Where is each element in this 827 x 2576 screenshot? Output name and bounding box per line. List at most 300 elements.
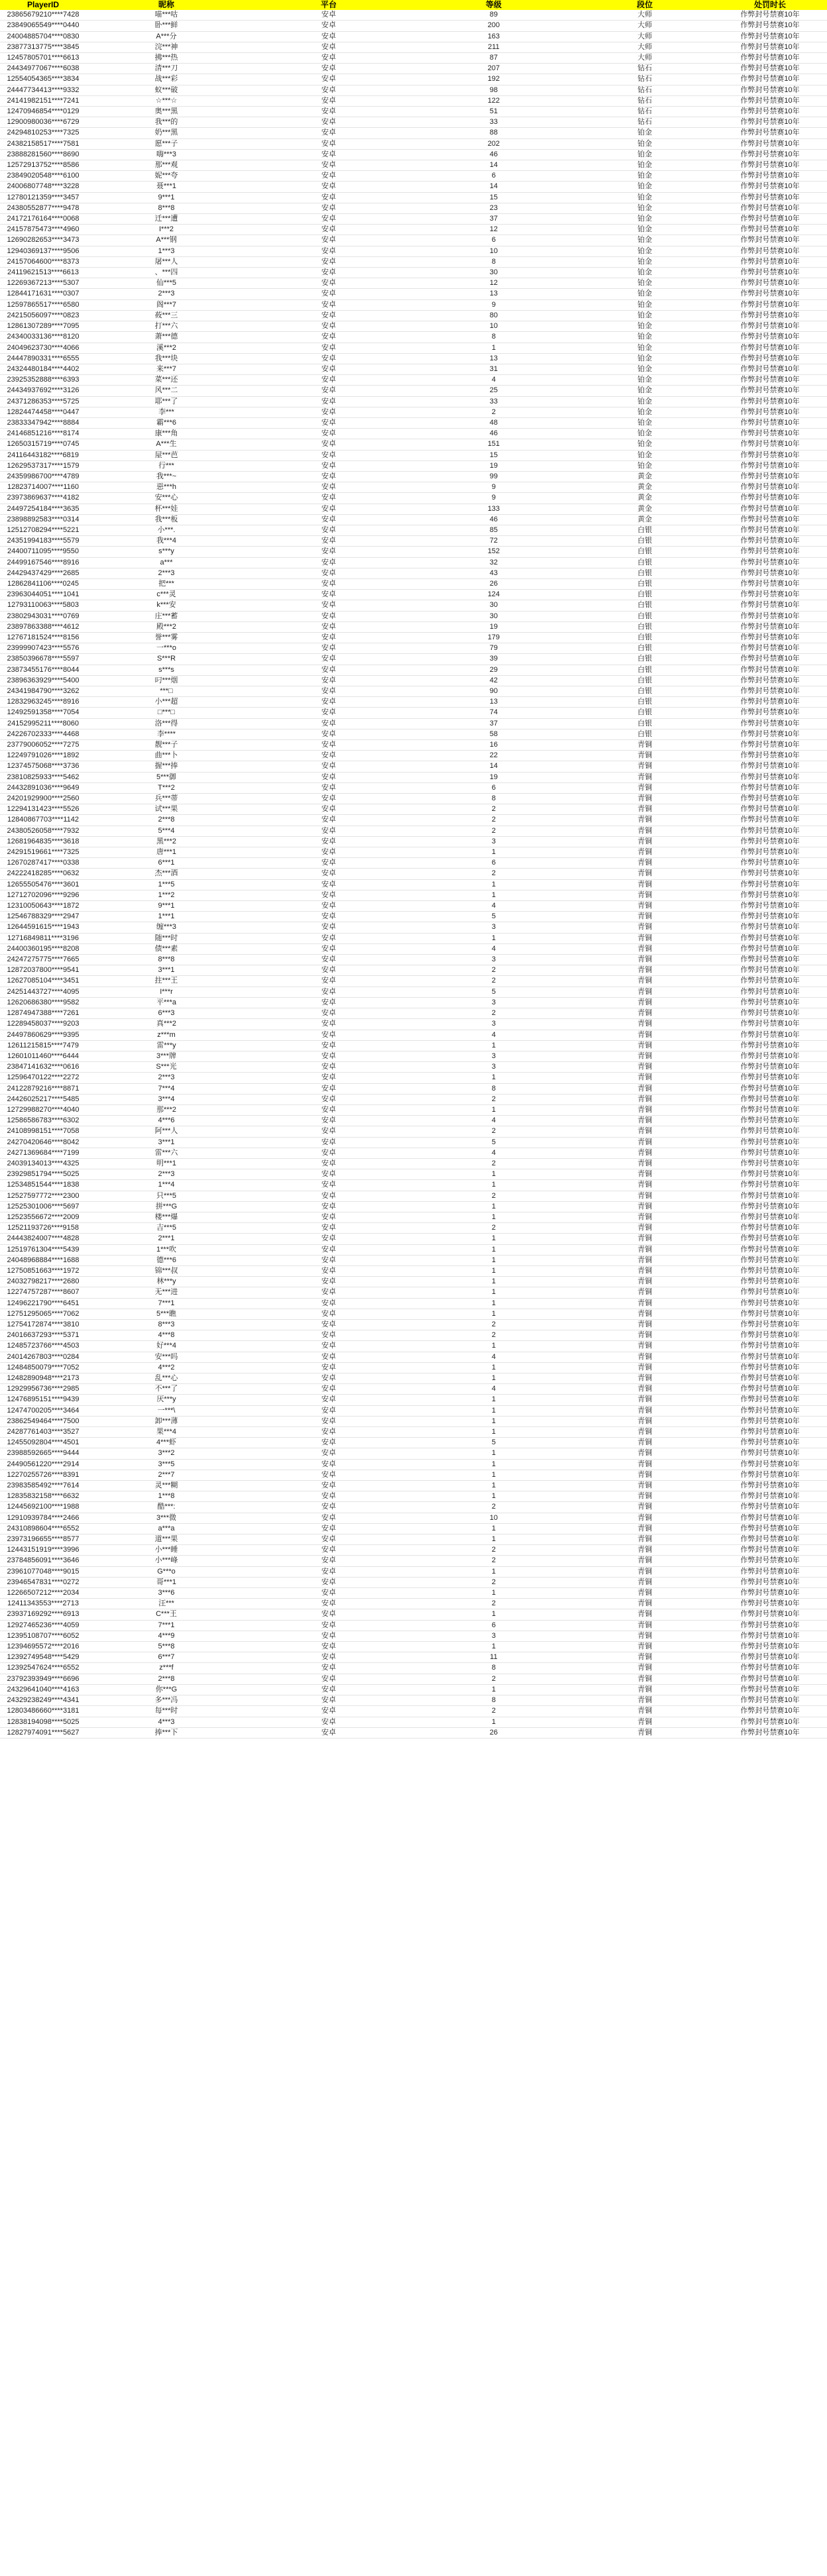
level-cell: 4 — [411, 1116, 577, 1126]
table-row — [0, 482, 827, 493]
nickname-cell: 7***1 — [86, 1620, 247, 1631]
rank-cell: 黄金 — [577, 514, 713, 525]
rank-cell: 青铜 — [577, 1104, 713, 1115]
penalty-cell: 作弊封号禁赛10年 — [713, 321, 827, 332]
table-row — [0, 1137, 827, 1148]
penalty-cell: 作弊封号禁赛10年 — [713, 547, 827, 557]
nickname-cell: 安***心 — [86, 493, 247, 504]
player-id-cell: 12611215815****7479 — [0, 1040, 86, 1051]
rank-cell: 白银 — [577, 729, 713, 739]
player-id-cell: 23849065549****0440 — [0, 21, 86, 31]
level-cell: 13 — [411, 289, 577, 299]
level-cell: 1 — [411, 1180, 577, 1191]
level-cell: 98 — [411, 85, 577, 95]
table-row — [0, 890, 827, 900]
platform-cell: 安卓 — [247, 1104, 411, 1115]
nickname-cell: 随***时 — [86, 933, 247, 943]
player-id-cell: 24351994183****5579 — [0, 536, 86, 547]
rank-cell: 青铜 — [577, 965, 713, 976]
player-id-cell: 24291519661****7325 — [0, 847, 86, 858]
rank-cell: 青铜 — [577, 933, 713, 943]
nickname-cell: 惡***h — [86, 482, 247, 493]
table-row — [0, 1695, 827, 1706]
rank-cell: 青铜 — [577, 858, 713, 869]
table-row — [0, 1652, 827, 1663]
platform-cell: 安卓 — [247, 214, 411, 225]
rank-cell: 青铜 — [577, 1405, 713, 1416]
player-id-cell: 23888281560****8690 — [0, 149, 86, 160]
platform-cell: 安卓 — [247, 1212, 411, 1222]
player-id-cell: 24497860629****9395 — [0, 1030, 86, 1040]
penalty-cell: 作弊封号禁赛10年 — [713, 1609, 827, 1620]
rank-cell: 青铜 — [577, 1341, 713, 1352]
table-row — [0, 1642, 827, 1652]
penalty-cell: 作弊封号禁赛10年 — [713, 1513, 827, 1523]
nickname-cell: 3***1 — [86, 1137, 247, 1148]
rank-cell: 青铜 — [577, 740, 713, 751]
nickname-cell: 那***观 — [86, 160, 247, 171]
table-row — [0, 675, 827, 686]
player-id-cell: 12601011460****6444 — [0, 1051, 86, 1061]
player-id-cell: 24222418285****0632 — [0, 869, 86, 879]
penalty-cell: 作弊封号禁赛10年 — [713, 815, 827, 826]
platform-cell: 安卓 — [247, 600, 411, 611]
level-cell: 122 — [411, 95, 577, 106]
platform-cell: 安卓 — [247, 708, 411, 718]
player-id-cell: 12310050643****1872 — [0, 901, 86, 912]
rank-cell: 青铜 — [577, 1083, 713, 1094]
player-id-cell: 23850396678****5597 — [0, 654, 86, 665]
nickname-cell: 喵***咕 — [86, 10, 247, 21]
player-id-cell: 12827974091****5627 — [0, 1727, 86, 1738]
rank-cell: 青铜 — [577, 1191, 713, 1201]
platform-cell: 安卓 — [247, 1180, 411, 1191]
player-id-cell: 24172176164****0068 — [0, 214, 86, 225]
penalty-cell: 作弊封号禁赛10年 — [713, 1384, 827, 1395]
player-id-cell: 12900980036****6729 — [0, 117, 86, 128]
rank-cell: 铂金 — [577, 353, 713, 364]
table-row — [0, 364, 827, 374]
rank-cell: 白银 — [577, 708, 713, 718]
level-cell: 1 — [411, 1642, 577, 1652]
nickname-cell: 1***1 — [86, 912, 247, 922]
table-row — [0, 1416, 827, 1426]
player-id-cell: 24146851216****8174 — [0, 429, 86, 439]
table-row — [0, 987, 827, 997]
table-row — [0, 1019, 827, 1030]
table-row — [0, 1104, 827, 1115]
player-id-cell: 12443151919****3996 — [0, 1545, 86, 1556]
platform-cell: 安卓 — [247, 1073, 411, 1083]
player-id-cell: 23779006052****7275 — [0, 740, 86, 751]
player-id-cell: 23849020548****6100 — [0, 171, 86, 182]
table-row — [0, 686, 827, 697]
player-id-cell: 12274757287****8607 — [0, 1287, 86, 1298]
player-id-cell: 24251443727****4095 — [0, 987, 86, 997]
table-row — [0, 31, 827, 42]
table-row — [0, 225, 827, 235]
penalty-cell: 作弊封号禁赛10年 — [713, 847, 827, 858]
nickname-cell: S***R — [86, 654, 247, 665]
table-row — [0, 1727, 827, 1738]
table-row — [0, 1523, 827, 1534]
rank-cell: 青铜 — [577, 1126, 713, 1137]
level-cell: 5 — [411, 987, 577, 997]
platform-cell: 安卓 — [247, 665, 411, 675]
platform-cell: 安卓 — [247, 557, 411, 568]
penalty-cell: 作弊封号禁赛10年 — [713, 632, 827, 643]
nickname-cell: 6***1 — [86, 858, 247, 869]
level-cell: 46 — [411, 149, 577, 160]
table-row — [0, 246, 827, 256]
player-id-cell: 12523556672****2009 — [0, 1212, 86, 1222]
table-row — [0, 782, 827, 793]
level-cell: 1 — [411, 1405, 577, 1416]
platform-cell: 安卓 — [247, 246, 411, 256]
player-id-cell: 24400360195****8208 — [0, 943, 86, 954]
table-row — [0, 912, 827, 922]
penalty-cell: 作弊封号禁赛10年 — [713, 1234, 827, 1244]
table-row — [0, 1545, 827, 1556]
penalty-cell: 作弊封号禁赛10年 — [713, 621, 827, 632]
platform-cell: 安卓 — [247, 1223, 411, 1234]
level-cell: 133 — [411, 504, 577, 514]
nickname-cell: 卧***鲜 — [86, 21, 247, 31]
player-id-cell: 23973869637****4182 — [0, 493, 86, 504]
nickname-cell: 洛***得 — [86, 718, 247, 729]
rank-cell: 白银 — [577, 600, 713, 611]
player-id-cell: 12620686380****9582 — [0, 997, 86, 1008]
table-row — [0, 1319, 827, 1330]
rank-cell: 白银 — [577, 557, 713, 568]
rank-cell: 铂金 — [577, 364, 713, 374]
table-row — [0, 1706, 827, 1717]
platform-cell: 安卓 — [247, 299, 411, 310]
rank-cell: 青铜 — [577, 1577, 713, 1587]
rank-cell: 铂金 — [577, 149, 713, 160]
table-row — [0, 21, 827, 31]
player-id-cell: 12512708294****5221 — [0, 525, 86, 535]
platform-cell: 安卓 — [247, 1201, 411, 1212]
table-row — [0, 128, 827, 138]
rank-cell: 铂金 — [577, 192, 713, 203]
table-row — [0, 256, 827, 267]
level-cell: 8 — [411, 1083, 577, 1094]
nickname-cell: 小***超 — [86, 697, 247, 708]
rank-cell: 青铜 — [577, 1448, 713, 1459]
rank-cell: 青铜 — [577, 1620, 713, 1631]
level-cell: 1 — [411, 1448, 577, 1459]
penalty-cell: 作弊封号禁赛10年 — [713, 686, 827, 697]
nickname-cell: 屋***芭 — [86, 450, 247, 460]
player-id-cell: 12629537317****1579 — [0, 460, 86, 471]
penalty-cell: 作弊封号禁赛10年 — [713, 1191, 827, 1201]
player-id-cell: 24014267803****0284 — [0, 1352, 86, 1362]
player-id-cell: 23847141632****0616 — [0, 1062, 86, 1073]
platform-cell: 安卓 — [247, 493, 411, 504]
level-cell: 10 — [411, 321, 577, 332]
nickname-cell: 靓***子 — [86, 740, 247, 751]
player-id-cell: 24340033136****8120 — [0, 332, 86, 343]
level-cell: 14 — [411, 761, 577, 772]
nickname-cell: 奥***黑 — [86, 107, 247, 117]
player-id-cell: 24324480184****4402 — [0, 364, 86, 374]
player-id-cell: 23862549464****7500 — [0, 1416, 86, 1426]
table-row — [0, 85, 827, 95]
level-cell: 85 — [411, 525, 577, 535]
platform-cell: 安卓 — [247, 310, 411, 321]
level-cell: 1 — [411, 1609, 577, 1620]
player-id-cell: 24157875473****4960 — [0, 225, 86, 235]
player-id-cell: 12927465236****4059 — [0, 1620, 86, 1631]
penalty-cell: 作弊封号禁赛10年 — [713, 429, 827, 439]
player-id-cell: 12780121359****3457 — [0, 192, 86, 203]
penalty-cell: 作弊封号禁赛10年 — [713, 697, 827, 708]
penalty-cell: 作弊封号禁赛10年 — [713, 1491, 827, 1502]
nickname-cell: S***光 — [86, 1062, 247, 1073]
nickname-cell: 黑***2 — [86, 836, 247, 847]
platform-cell: 安卓 — [247, 396, 411, 407]
level-cell: 89 — [411, 10, 577, 21]
rank-cell: 青铜 — [577, 890, 713, 900]
penalty-cell: 作弊封号禁赛10年 — [713, 1158, 827, 1169]
player-id-cell: 24287761403****3527 — [0, 1427, 86, 1438]
penalty-cell: 作弊封号禁赛10年 — [713, 160, 827, 171]
platform-cell: 安卓 — [247, 943, 411, 954]
player-id-cell: 23792393949****6696 — [0, 1674, 86, 1684]
player-id-cell: 23946547831****0272 — [0, 1577, 86, 1587]
platform-cell: 安卓 — [247, 1319, 411, 1330]
rank-cell: 青铜 — [577, 1481, 713, 1491]
table-row — [0, 729, 827, 739]
platform-cell: 安卓 — [247, 171, 411, 182]
nickname-cell: 、***四 — [86, 268, 247, 278]
penalty-cell: 作弊封号禁赛10年 — [713, 1201, 827, 1212]
player-id-cell: 24108998151****7058 — [0, 1126, 86, 1137]
player-id-cell: 24429437429****2685 — [0, 568, 86, 578]
platform-cell: 安卓 — [247, 1255, 411, 1265]
penalty-cell: 作弊封号禁赛10年 — [713, 922, 827, 933]
penalty-cell: 作弊封号禁赛10年 — [713, 278, 827, 289]
nickname-cell: 蚁***破 — [86, 85, 247, 95]
penalty-cell: 作弊封号禁赛10年 — [713, 460, 827, 471]
player-id-cell: 12249791026****1892 — [0, 751, 86, 761]
penalty-cell: 作弊封号禁赛10年 — [713, 1287, 827, 1298]
rank-cell: 青铜 — [577, 1717, 713, 1727]
player-id-cell: 12476895151****9439 — [0, 1395, 86, 1405]
player-id-cell: 24382158517****7581 — [0, 138, 86, 149]
nickname-cell: 7***1 — [86, 1298, 247, 1309]
table-row — [0, 353, 827, 364]
player-id-cell: 12266507212****2034 — [0, 1588, 86, 1599]
platform-cell: 安卓 — [247, 815, 411, 826]
rank-cell: 青铜 — [577, 1212, 713, 1222]
level-cell: 2 — [411, 1319, 577, 1330]
player-id-cell: 12803486660****3181 — [0, 1706, 86, 1717]
penalty-cell: 作弊封号禁赛10年 — [713, 1116, 827, 1126]
platform-cell: 安卓 — [247, 482, 411, 493]
level-cell: 74 — [411, 708, 577, 718]
table-row — [0, 643, 827, 654]
table-row — [0, 1255, 827, 1265]
level-cell: 3 — [411, 1631, 577, 1641]
nickname-cell: 嗨***3 — [86, 149, 247, 160]
platform-cell: 安卓 — [247, 890, 411, 900]
nickname-cell: 小***. — [86, 525, 247, 535]
player-id-cell: 24490561220****2914 — [0, 1459, 86, 1470]
nickname-cell: 拄***王 — [86, 976, 247, 987]
penalty-cell: 作弊封号禁赛10年 — [713, 1180, 827, 1191]
player-id-cell: 24434977067****6038 — [0, 64, 86, 74]
player-id-cell: 12474700205****3464 — [0, 1405, 86, 1416]
player-id-cell: 24157064600****8373 — [0, 256, 86, 267]
rank-cell: 白银 — [577, 643, 713, 654]
penalty-cell: 作弊封号禁赛10年 — [713, 214, 827, 225]
level-cell: 37 — [411, 718, 577, 729]
penalty-cell: 作弊封号禁赛10年 — [713, 1309, 827, 1319]
rank-cell: 铂金 — [577, 160, 713, 171]
nickname-cell: 小***峰 — [86, 1556, 247, 1566]
platform-cell: 安卓 — [247, 590, 411, 600]
rank-cell: 青铜 — [577, 782, 713, 793]
platform-cell: 安卓 — [247, 611, 411, 621]
nickname-cell: ☆***☆ — [86, 95, 247, 106]
table-row — [0, 632, 827, 643]
penalty-cell: 作弊封号禁赛10年 — [713, 225, 827, 235]
nickname-cell: 庄***蓄 — [86, 611, 247, 621]
level-cell: 6 — [411, 171, 577, 182]
nickname-cell: 1***5 — [86, 879, 247, 890]
nickname-cell: 阿***人 — [86, 1126, 247, 1137]
platform-cell: 安卓 — [247, 128, 411, 138]
nickname-cell: T***2 — [86, 782, 247, 793]
penalty-cell: 作弊封号禁赛10年 — [713, 568, 827, 578]
rank-cell: 青铜 — [577, 1277, 713, 1287]
nickname-cell: 耶***了 — [86, 396, 247, 407]
platform-cell: 安卓 — [247, 10, 411, 21]
nickname-cell: 风***二 — [86, 386, 247, 396]
nickname-cell: 萧***德 — [86, 332, 247, 343]
level-cell: 48 — [411, 417, 577, 428]
penalty-cell: 作弊封号禁赛10年 — [713, 256, 827, 267]
penalty-cell: 作弊封号禁赛10年 — [713, 1330, 827, 1341]
penalty-cell: 作弊封号禁赛10年 — [713, 718, 827, 729]
platform-cell: 安卓 — [247, 697, 411, 708]
nickname-cell: 霸***6 — [86, 417, 247, 428]
platform-cell: 安卓 — [247, 450, 411, 460]
level-cell: 29 — [411, 665, 577, 675]
table-row — [0, 460, 827, 471]
rank-cell: 青铜 — [577, 815, 713, 826]
penalty-cell: 作弊封号禁赛10年 — [713, 95, 827, 106]
rank-cell: 铂金 — [577, 268, 713, 278]
nickname-cell: 捧***下 — [86, 1727, 247, 1738]
level-cell: 4 — [411, 1148, 577, 1158]
platform-cell: 安卓 — [247, 1566, 411, 1577]
rank-cell: 青铜 — [577, 869, 713, 879]
player-id-cell: 23810825933****5462 — [0, 772, 86, 782]
penalty-cell: 作弊封号禁赛10年 — [713, 1223, 827, 1234]
rank-cell: 青铜 — [577, 751, 713, 761]
penalty-cell: 作弊封号禁赛10年 — [713, 203, 827, 213]
table-row — [0, 1191, 827, 1201]
nickname-cell: 卸***薄 — [86, 1416, 247, 1426]
level-cell: 25 — [411, 386, 577, 396]
platform-cell: 安卓 — [247, 1684, 411, 1695]
platform-cell: 安卓 — [247, 1362, 411, 1373]
rank-cell: 青铜 — [577, 1352, 713, 1362]
rank-cell: 青铜 — [577, 1244, 713, 1255]
penalty-cell: 作弊封号禁赛10年 — [713, 1126, 827, 1137]
penalty-cell: 作弊封号禁赛10年 — [713, 268, 827, 278]
nickname-cell: 李*** — [86, 407, 247, 417]
nickname-cell: 1***3 — [86, 246, 247, 256]
penalty-cell: 作弊封号禁赛10年 — [713, 42, 827, 52]
penalty-cell: 作弊封号禁赛10年 — [713, 192, 827, 203]
player-id-cell: 12835832158****6632 — [0, 1491, 86, 1502]
level-cell: 9 — [411, 299, 577, 310]
rank-cell: 青铜 — [577, 1223, 713, 1234]
table-row — [0, 1663, 827, 1674]
level-cell: 1 — [411, 1265, 577, 1276]
platform-cell: 安卓 — [247, 504, 411, 514]
nickname-cell: 我***的 — [86, 117, 247, 128]
player-id-cell: 12392547624****6552 — [0, 1663, 86, 1674]
nickname-cell: 酷***: — [86, 1502, 247, 1513]
player-id-cell: 24380552877****9478 — [0, 203, 86, 213]
table-row — [0, 310, 827, 321]
rank-cell: 白银 — [577, 536, 713, 547]
level-cell: 1 — [411, 1717, 577, 1727]
player-id-cell: 23865679210****7428 — [0, 10, 86, 21]
level-cell: 6 — [411, 1620, 577, 1631]
level-cell: 1 — [411, 1459, 577, 1470]
penalty-cell: 作弊封号禁赛10年 — [713, 138, 827, 149]
table-row — [0, 943, 827, 954]
table-row — [0, 1609, 827, 1620]
nickname-cell: 安***吗 — [86, 1352, 247, 1362]
platform-cell: 安卓 — [247, 1727, 411, 1738]
rank-cell: 白银 — [577, 718, 713, 729]
level-cell: 30 — [411, 611, 577, 621]
level-cell: 4 — [411, 1384, 577, 1395]
level-cell: 19 — [411, 621, 577, 632]
penalty-cell: 作弊封号禁赛10年 — [713, 1566, 827, 1577]
player-id-cell: 12712702096****9296 — [0, 890, 86, 900]
penalty-cell: 作弊封号禁赛10年 — [713, 1684, 827, 1695]
table-row — [0, 203, 827, 213]
platform-cell: 安卓 — [247, 1169, 411, 1180]
platform-cell: 安卓 — [247, 1706, 411, 1717]
rank-cell: 青铜 — [577, 1062, 713, 1073]
platform-cell: 安卓 — [247, 1642, 411, 1652]
penalty-cell: 作弊封号禁赛10年 — [713, 1416, 827, 1426]
player-id-cell: 12650315719****0745 — [0, 439, 86, 450]
platform-cell: 安卓 — [247, 1599, 411, 1609]
player-id-cell: 12596470122****2272 — [0, 1073, 86, 1083]
penalty-cell: 作弊封号禁赛10年 — [713, 1030, 827, 1040]
rank-cell: 铂金 — [577, 182, 713, 192]
rank-cell: 白银 — [577, 675, 713, 686]
level-cell: 5 — [411, 912, 577, 922]
table-row — [0, 1684, 827, 1695]
rank-cell: 铂金 — [577, 460, 713, 471]
level-cell: 8 — [411, 1663, 577, 1674]
column-header-penalty: 处罚时长 — [713, 0, 827, 10]
player-id-cell: 23802943031****0769 — [0, 611, 86, 621]
rank-cell: 白银 — [577, 611, 713, 621]
level-cell: 3 — [411, 1062, 577, 1073]
